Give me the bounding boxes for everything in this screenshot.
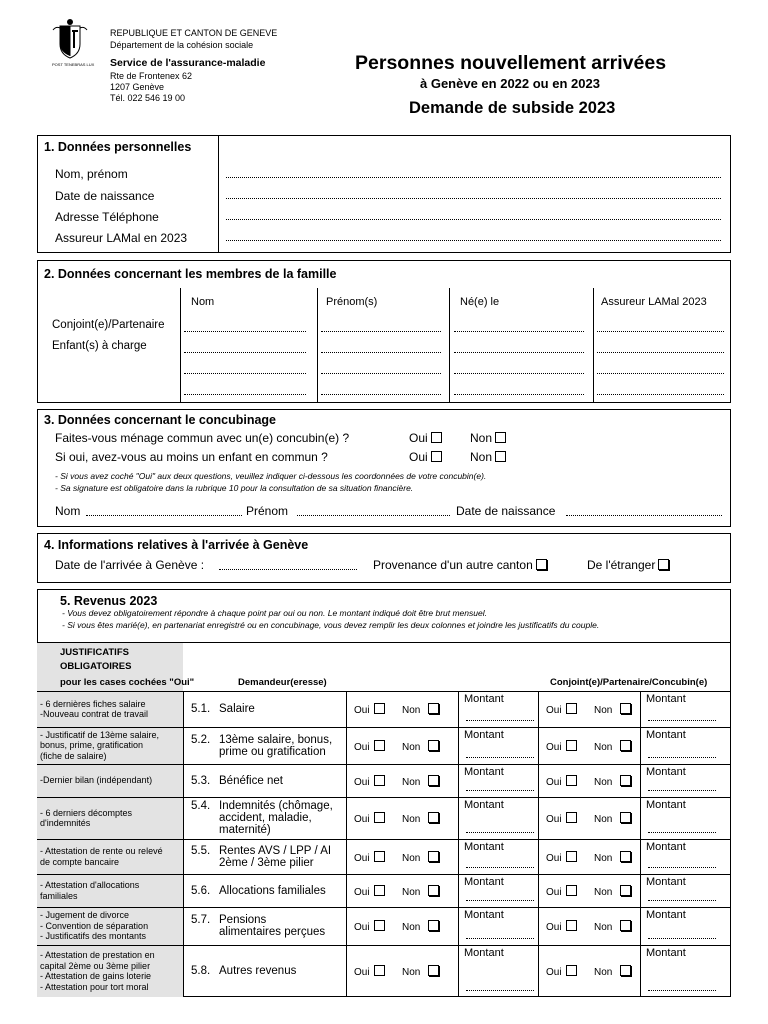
section1-title: 1. Données personnelles — [44, 140, 192, 154]
partner-montant-label: Montant — [646, 947, 686, 959]
partner-montant-input[interactable] — [648, 832, 716, 833]
family-entry-line[interactable] — [454, 331, 584, 332]
field-address-label: Adresse Téléphone — [55, 210, 159, 224]
concubin-birthdate-input[interactable] — [566, 515, 722, 516]
income-note-1: - Vous devez obligatoirement répondre à chaque point par oui ou non. Le montant indiqué doit être brut mensuel. — [62, 608, 487, 618]
section1-divider — [218, 135, 219, 253]
family-entry-line[interactable] — [454, 373, 584, 374]
applicant-montant-input[interactable] — [466, 790, 534, 791]
applicant-non-checkbox[interactable] — [428, 920, 439, 931]
applicant-non-option — [402, 812, 439, 825]
applicant-oui-label: Oui — [354, 852, 370, 864]
justificatif-line: (fiche de salaire) — [40, 750, 107, 761]
partner-oui-label: Oui — [546, 922, 562, 933]
column-header-birthdate: Né(e) le — [460, 296, 500, 308]
partner-montant-input[interactable] — [648, 757, 716, 758]
partner-non-label: Non — [594, 776, 613, 788]
form-title: Personnes nouvellement arrivées — [355, 52, 667, 74]
republic-name: REPUBLIQUE ET CANTON DE GENEVE — [110, 28, 278, 38]
applicant-non-label: Non — [402, 776, 421, 788]
partner-non-option — [594, 851, 631, 864]
income-item-label: Autres revenus — [219, 965, 297, 977]
income-item-label: Allocations familiales — [219, 884, 326, 897]
applicant-oui-checkbox[interactable] — [374, 775, 385, 786]
partner-montant-input[interactable] — [648, 720, 716, 721]
justificatif-line: bonus, prime, gratification — [40, 740, 144, 751]
income-note-2: - Si vous êtes marié(e), en partenariat enregistré ou en concubinage, vous devez remplir les deux colonnes et joindre les justificatifs du couple. — [62, 620, 600, 630]
family-entry-line[interactable] — [184, 352, 306, 353]
applicant-oui-checkbox[interactable] — [374, 885, 385, 896]
q2-oui-checkbox[interactable] — [431, 451, 442, 462]
justificatif-line: - Jugement de divorce — [40, 910, 130, 921]
concubin-name-input[interactable] — [86, 515, 242, 516]
applicant-montant-label: Montant — [464, 766, 504, 778]
family-entry-line[interactable] — [321, 394, 441, 395]
applicant-non-label: Non — [402, 886, 421, 898]
income-divider-applicant-montant — [458, 691, 459, 997]
applicant-montant-input[interactable] — [466, 832, 534, 833]
applicant-montant-input[interactable] — [466, 757, 534, 758]
applicant-montant-input[interactable] — [466, 990, 534, 991]
partner-non-label: Non — [594, 886, 613, 898]
partner-oui-checkbox[interactable] — [566, 920, 577, 931]
applicant-oui-checkbox[interactable] — [374, 812, 385, 823]
justificatif-line: - Attestation de rente ou relevé — [40, 846, 163, 856]
concubin-firstname-input[interactable] — [297, 515, 450, 516]
partner-montant-input[interactable] — [648, 900, 716, 901]
applicant-non-checkbox[interactable] — [428, 703, 439, 714]
applicant-oui-label: Oui — [354, 741, 370, 753]
applicant-oui-option — [354, 740, 385, 753]
column-header-nom: Nom — [191, 296, 215, 308]
q2-oui-label: Oui — [409, 450, 428, 464]
income-item-number: 5.8. — [191, 965, 211, 977]
applicant-non-option — [402, 885, 439, 898]
applicant-non-checkbox[interactable] — [428, 965, 439, 976]
family-entry-line[interactable] — [597, 373, 724, 374]
partner-oui-option — [546, 885, 577, 898]
applicant-montant-label: Montant — [464, 799, 504, 811]
applicant-oui-label: Oui — [354, 814, 370, 825]
justificatif-line: - Attestation d'allocations — [40, 880, 140, 890]
column-header-partner: Conjoint(e)/Partenaire/Concubin(e) — [550, 677, 708, 688]
justificatif-line: - 6 derniers décomptes — [40, 807, 133, 818]
applicant-non-option — [402, 851, 439, 864]
partner-non-checkbox[interactable] — [620, 851, 631, 862]
form-request-title: Demande de subside 2023 — [409, 99, 616, 117]
section2-col-divider-4 — [593, 288, 594, 403]
partner-oui-label: Oui — [546, 776, 562, 788]
justificatif-line: - 6 dernières fiches salaire — [40, 698, 146, 709]
family-entry-line[interactable] — [454, 352, 584, 353]
applicant-non-label: Non — [402, 741, 421, 753]
partner-non-label: Non — [594, 741, 613, 753]
q1-oui-option — [409, 431, 442, 445]
field-insurer-label: Assureur LAMal en 2023 — [55, 231, 188, 245]
applicant-non-checkbox[interactable] — [428, 775, 439, 786]
arrival-date-input[interactable] — [219, 569, 357, 570]
income-divider-applicant-ouinon — [346, 691, 347, 997]
applicant-oui-label: Oui — [354, 922, 370, 933]
form-subtitle: à Genève en 2022 ou en 2023 — [420, 76, 600, 91]
justificatif-line: familiales — [40, 890, 78, 901]
family-entry-line[interactable] — [597, 394, 724, 395]
income-item-label: accident, maladie, — [219, 812, 312, 824]
income-divider-just — [183, 691, 184, 997]
applicant-oui-option — [354, 775, 385, 788]
applicant-oui-label: Oui — [354, 705, 370, 716]
partner-oui-checkbox[interactable] — [566, 851, 577, 862]
applicant-oui-option — [354, 965, 385, 978]
income-table-top-line — [37, 691, 731, 692]
applicant-oui-option — [354, 885, 385, 898]
income-row-separator — [37, 874, 731, 875]
justificatif-line: de compte bancaire — [40, 856, 120, 867]
section2-col-divider-1 — [180, 288, 181, 403]
concubinage-note-1: - Si vous avez coché "Oui" aux deux questions, veuillez indiquer ci-dessous les coordonnées de votre concubin(e). — [55, 471, 487, 481]
income-item-label: Indemnités (chômage, — [219, 800, 333, 812]
partner-non-label: Non — [594, 705, 613, 716]
applicant-montant-input[interactable] — [466, 900, 534, 901]
family-entry-line[interactable] — [597, 331, 724, 332]
partner-non-label: Non — [594, 967, 613, 978]
partner-oui-label: Oui — [546, 705, 562, 716]
partner-oui-option — [546, 851, 577, 864]
partner-non-option — [594, 812, 631, 825]
applicant-non-checkbox[interactable] — [428, 812, 439, 823]
partner-oui-option — [546, 703, 577, 716]
phone-number: Tél. 022 546 19 00 — [110, 93, 186, 103]
partner-oui-label: Oui — [546, 852, 562, 864]
income-item-number: 5.3. — [191, 774, 211, 787]
income-divider-partner-ouinon — [538, 691, 539, 997]
income-item-number: 5.4. — [191, 800, 211, 812]
income-item-number: 5.5. — [191, 844, 211, 857]
income-item-label: 2ème / 3ème pilier — [219, 856, 314, 869]
q1-non-checkbox[interactable] — [495, 432, 506, 443]
partner-oui-option — [546, 920, 577, 933]
logo-caption: POST TENEBRAS LUX — [52, 62, 95, 67]
justificatifs-heading-1: JUSTIFICATIFS — [60, 647, 129, 658]
q1-non-option — [470, 431, 506, 445]
income-item-label: Pensions — [219, 914, 267, 926]
concubinage-note-2: - Sa signature est obligatoire dans la rubrique 10 pour la consultation de sa situation financière. — [55, 483, 414, 493]
justificatif-line: capital 2ème ou 3ème pilier — [40, 960, 151, 971]
partner-non-checkbox[interactable] — [620, 775, 631, 786]
partner-oui-checkbox[interactable] — [566, 965, 577, 976]
field-address-input[interactable] — [226, 219, 721, 220]
partner-oui-option — [546, 812, 577, 825]
partner-non-option — [594, 703, 631, 716]
partner-non-checkbox[interactable] — [620, 885, 631, 896]
section4-title: 4. Informations relatives à l'arrivée à Genève — [44, 538, 309, 552]
q1-non-label: Non — [470, 431, 493, 445]
partner-non-label: Non — [594, 814, 613, 825]
question-concubin: Faites-vous ménage commun avec un(e) concubin(e) ? — [55, 431, 350, 445]
section5-title: 5. Revenus 2023 — [60, 594, 158, 608]
applicant-montant-label: Montant — [464, 841, 504, 853]
applicant-montant-label: Montant — [464, 693, 504, 705]
applicant-non-option — [402, 740, 439, 753]
applicant-non-option — [402, 703, 439, 716]
partner-oui-label: Oui — [546, 814, 562, 825]
income-row-separator — [37, 907, 731, 908]
income-item-number: 5.1. — [191, 703, 211, 715]
justificatif-line: d'indemnités — [40, 818, 91, 828]
field-birthdate-input[interactable] — [226, 198, 721, 199]
justificatifs-heading-3: pour les cases cochées "Oui" — [60, 677, 195, 688]
q1-oui-checkbox[interactable] — [431, 432, 442, 443]
income-row-separator — [37, 839, 731, 840]
family-entry-line[interactable] — [454, 394, 584, 395]
origin-abroad-label: De l'étranger — [587, 558, 656, 572]
income-item-number: 5.2. — [191, 733, 211, 746]
partner-non-checkbox[interactable] — [620, 965, 631, 976]
section2-col-divider-2 — [317, 288, 318, 403]
justificatif-line: -Dernier bilan (indépendant) — [40, 775, 153, 786]
field-birthdate-label: Date de naissance — [55, 189, 155, 203]
partner-oui-label: Oui — [546, 741, 562, 753]
income-item-label: alimentaires perçues — [219, 926, 326, 938]
arrival-date-label: Date de l'arrivée à Genève : — [55, 558, 205, 572]
applicant-montant-input[interactable] — [466, 867, 534, 868]
partner-non-option — [594, 920, 631, 933]
partner-oui-checkbox[interactable] — [566, 775, 577, 786]
justificatif-line: - Justificatif de 13ème salaire, — [40, 729, 160, 740]
income-row-separator — [37, 945, 731, 946]
income-item-label: prime ou gratification — [219, 745, 326, 758]
applicant-non-label: Non — [402, 814, 421, 825]
partner-non-checkbox[interactable] — [620, 703, 631, 714]
justificatif-line: - Attestation de prestation en — [40, 950, 155, 960]
concubin-birthdate-label: Date de naissance — [456, 504, 556, 518]
q2-non-label: Non — [470, 450, 493, 464]
concubin-name-label: Nom — [55, 504, 81, 518]
applicant-oui-checkbox[interactable] — [374, 851, 385, 862]
partner-montant-input[interactable] — [648, 790, 716, 791]
applicant-oui-option — [354, 812, 385, 825]
income-divider-partner-montant — [640, 691, 641, 997]
partner-oui-checkbox[interactable] — [566, 703, 577, 714]
partner-non-option — [594, 740, 631, 753]
applicant-oui-checkbox[interactable] — [374, 703, 385, 714]
partner-non-option — [594, 775, 631, 788]
service-name: Service de l'assurance-maladie — [110, 57, 266, 69]
partner-oui-option — [546, 965, 577, 978]
partner-montant-label: Montant — [646, 909, 686, 921]
partner-non-option — [594, 965, 631, 978]
applicant-oui-label: Oui — [354, 886, 370, 898]
justificatif-line: - Convention de séparation — [40, 920, 149, 931]
income-item-number: 5.7. — [191, 914, 211, 926]
column-header-applicant: Demandeur(eresse) — [238, 677, 327, 688]
income-item-number: 5.6. — [191, 884, 211, 897]
column-header-insurer: Assureur LAMal 2023 — [601, 296, 707, 308]
field-insurer-input[interactable] — [226, 240, 721, 241]
section3-title: 3. Données concernant le concubinage — [44, 413, 277, 427]
applicant-non-label: Non — [402, 705, 421, 716]
question-common-child: Si oui, avez-vous au moins un enfant en commun ? — [55, 450, 328, 464]
applicant-non-option — [402, 920, 439, 933]
section2-title: 2. Données concernant les membres de la famille — [44, 267, 337, 281]
applicant-oui-option — [354, 920, 385, 933]
partner-montant-input[interactable] — [648, 867, 716, 868]
applicant-oui-checkbox[interactable] — [374, 920, 385, 931]
origin-abroad-option — [587, 558, 669, 572]
partner-montant-label: Montant — [646, 799, 686, 811]
applicant-non-label: Non — [402, 967, 421, 978]
applicant-non-option — [402, 965, 439, 978]
partner-non-label: Non — [594, 852, 613, 864]
partner-non-option — [594, 885, 631, 898]
partner-non-checkbox[interactable] — [620, 920, 631, 931]
section2-col-divider-3 — [449, 288, 450, 403]
applicant-montant-label: Montant — [464, 909, 504, 921]
department-name: Département de la cohésion sociale — [110, 40, 254, 50]
income-item-label: Rentes AVS / LPP / AI — [219, 844, 332, 857]
q2-oui-option — [409, 450, 442, 464]
address-street: Rte de Frontenex 62 — [110, 71, 193, 81]
applicant-oui-option — [354, 851, 385, 864]
address-city: 1207 Genève — [110, 82, 165, 92]
q1-oui-label: Oui — [409, 431, 428, 445]
partner-oui-checkbox[interactable] — [566, 740, 577, 751]
applicant-non-checkbox[interactable] — [428, 740, 439, 751]
family-entry-line[interactable] — [597, 352, 724, 353]
partner-oui-option — [546, 775, 577, 788]
field-name-label: Nom, prénom — [55, 167, 128, 181]
family-entry-line[interactable] — [184, 394, 306, 395]
applicant-oui-label: Oui — [354, 967, 370, 978]
justificatif-line: - Justificatifs des montants — [40, 931, 147, 942]
origin-canton-label: Provenance d'un autre canton — [373, 558, 533, 572]
justificatif-line: - Attestation de gains loterie — [40, 971, 152, 981]
family-entry-line[interactable] — [321, 352, 441, 353]
applicant-non-label: Non — [402, 922, 421, 933]
geneva-coat-of-arms-logo — [50, 18, 90, 64]
income-item-label: Salaire — [219, 703, 255, 715]
column-header-prenom: Prénom(s) — [326, 296, 378, 308]
income-item-label: 13ème salaire, bonus, — [219, 733, 333, 746]
applicant-oui-checkbox[interactable] — [374, 965, 385, 976]
applicant-montant-label: Montant — [464, 876, 504, 888]
partner-oui-label: Oui — [546, 886, 562, 898]
applicant-non-checkbox[interactable] — [428, 851, 439, 862]
partner-oui-label: Oui — [546, 967, 562, 978]
row-label-children: Enfant(s) à charge — [52, 340, 147, 352]
applicant-oui-option — [354, 703, 385, 716]
concubin-firstname-label: Prénom — [246, 504, 289, 518]
family-entry-line[interactable] — [321, 373, 441, 374]
field-name-input[interactable] — [226, 177, 721, 178]
applicant-oui-checkbox[interactable] — [374, 740, 385, 751]
justificatifs-heading-2: OBLIGATOIRES — [60, 661, 132, 672]
partner-montant-label: Montant — [646, 876, 686, 888]
justificatif-line: - Attestation pour tort moral — [40, 981, 149, 992]
applicant-montant-label: Montant — [464, 729, 504, 741]
origin-canton-checkbox[interactable] — [536, 559, 547, 570]
partner-montant-label: Montant — [646, 766, 686, 778]
partner-montant-label: Montant — [646, 841, 686, 853]
applicant-non-option — [402, 775, 439, 788]
family-entry-line[interactable] — [184, 373, 306, 374]
origin-abroad-checkbox[interactable] — [658, 559, 669, 570]
family-entry-line[interactable] — [184, 331, 306, 332]
partner-non-checkbox[interactable] — [620, 740, 631, 751]
partner-non-checkbox[interactable] — [620, 812, 631, 823]
partner-montant-input[interactable] — [648, 938, 716, 939]
partner-oui-option — [546, 740, 577, 753]
partner-montant-label: Montant — [646, 693, 686, 705]
partner-oui-checkbox[interactable] — [566, 812, 577, 823]
income-row-separator — [37, 797, 731, 798]
partner-montant-input[interactable] — [648, 990, 716, 991]
income-item-label: maternité) — [219, 824, 271, 836]
partner-montant-label: Montant — [646, 729, 686, 741]
applicant-non-checkbox[interactable] — [428, 885, 439, 896]
applicant-montant-input[interactable] — [466, 720, 534, 721]
justificatif-line: -Nouveau contrat de travail — [40, 709, 149, 719]
family-entry-line[interactable] — [321, 331, 441, 332]
applicant-oui-label: Oui — [354, 776, 370, 788]
applicant-non-label: Non — [402, 852, 421, 864]
applicant-montant-input[interactable] — [466, 938, 534, 939]
q2-non-option — [470, 450, 506, 464]
income-row-separator — [37, 764, 731, 765]
applicant-montant-label: Montant — [464, 947, 504, 959]
row-label-partner: Conjoint(e)/Partenaire — [52, 319, 165, 331]
income-row-separator — [37, 727, 731, 728]
income-item-label: Bénéfice net — [219, 774, 283, 787]
partner-oui-checkbox[interactable] — [566, 885, 577, 896]
origin-canton-option — [373, 558, 547, 572]
q2-non-checkbox[interactable] — [495, 451, 506, 462]
partner-non-label: Non — [594, 922, 613, 933]
